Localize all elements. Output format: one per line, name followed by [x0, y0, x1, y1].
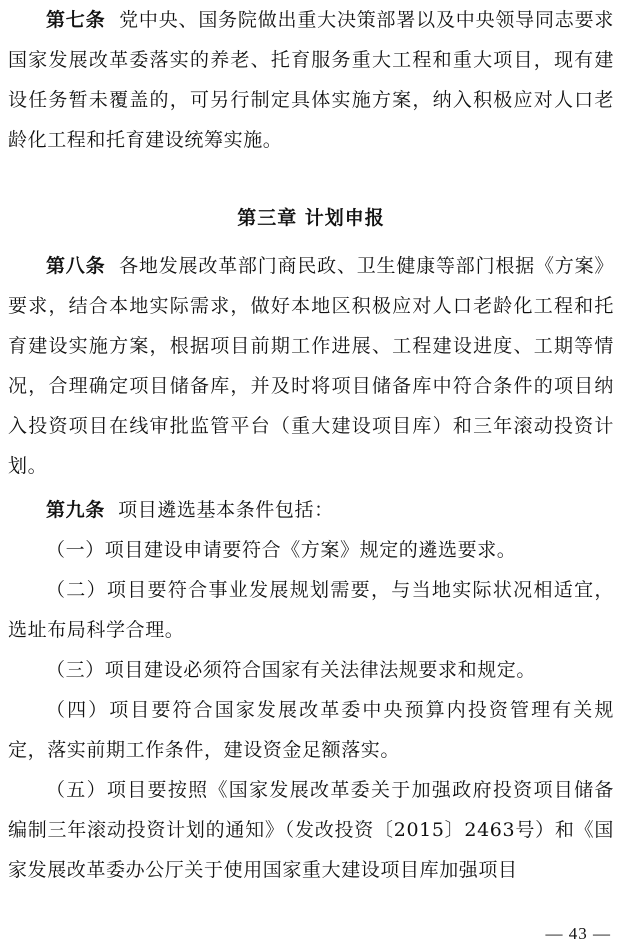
document-page — [8, 0, 614, 890]
chapter-3-heading: 第三章 计划申报 — [237, 207, 385, 229]
article-8-label: 第八条 — [46, 255, 106, 277]
article-7-paragraph — [8, 0, 614, 160]
condition-3: （三）项目建设必须符合国家有关法律法规要求和规定。 — [46, 659, 537, 681]
condition-1: （一）项目建设申请要符合《方案》规定的遴选要求。 — [46, 539, 517, 561]
article-7-text: 党中央、国务院做出重大决策部署以及中央领导同志要求国家发展改革委落实的养老、托育服务重大工程和重大项目，现有建设任务暂未覆盖的，可另行制定具体实施方案，纳入积极应对人口老龄化工程和托育建设统筹实施。 — [8, 9, 614, 151]
condition-5: （五）项目要按照《国家发展改革委关于加强政府投资项目储备编制三年滚动投资计划的通知》（发改投资〔2015〕2463号）和《国家发展改革委办公厅关于使用国家重大建设项目库加强项目 — [8, 779, 614, 881]
condition-4: （四）项目要符合国家发展改革委中央预算内投资管理有关规定，落实前期工作条件，建设资金足额落实。 — [8, 699, 614, 761]
article-9-text: 项目遴选基本条件包括： — [118, 499, 334, 521]
article-9-label: 第九条 — [46, 499, 105, 521]
article-9-paragraph — [8, 490, 614, 530]
page-number: — 43 — — [545, 924, 611, 943]
condition-2: （二）项目要符合事业发展规划需要，与当地实际状况相适宜，选址布局科学合理。 — [8, 579, 614, 641]
article-8-text: 各地发展改革部门商民政、卫生健康等部门根据《方案》要求，结合本地实际需求，做好本地区积极应对人口老龄化工程和托育建设实施方案，根据项目前期工作进展、工程建设进度、工期等情况，合理确定项目储备库，并及时将项目储备库中符合条件的项目纳入投资项目在线审批监管平台（重大建设项目库）和三年滚动投资计划。 — [8, 255, 614, 477]
article-7-label: 第七条 — [46, 9, 106, 31]
article-8-paragraph — [8, 246, 614, 486]
